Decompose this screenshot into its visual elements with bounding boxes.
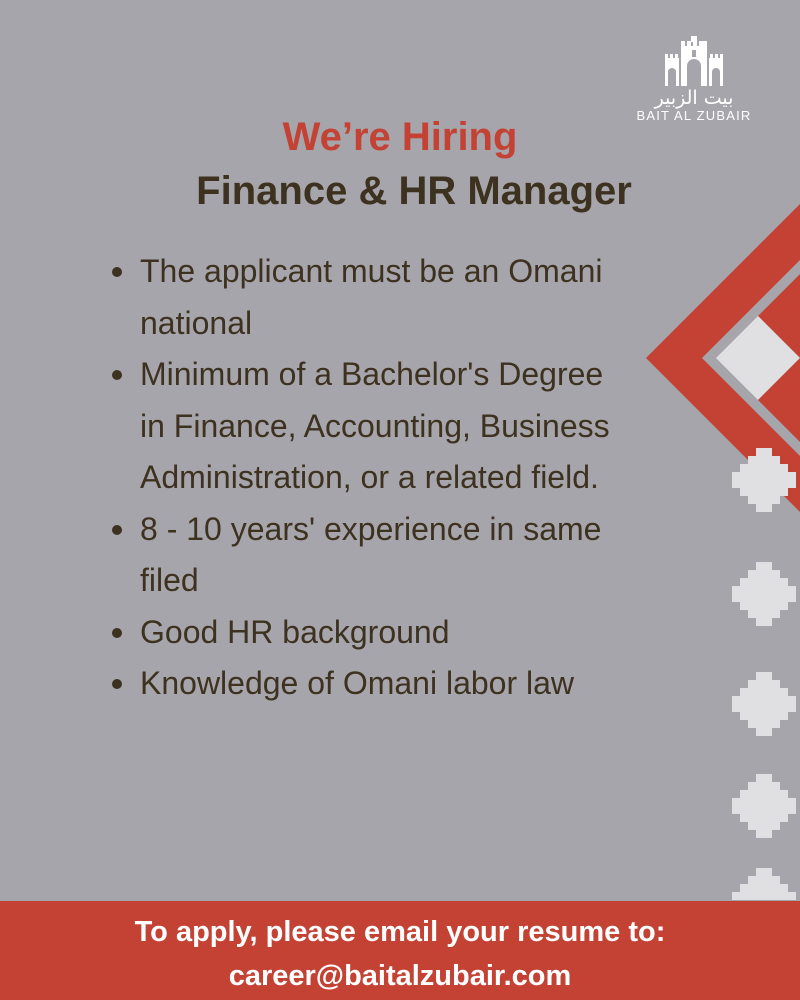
requirement-item: 8 - 10 years' experience in same filed (110, 504, 610, 607)
requirements-list (110, 246, 610, 710)
geometric-pattern-decoration (640, 200, 800, 900)
requirement-item: Knowledge of Omani labor law (110, 658, 610, 710)
hiring-heading: We’re Hiring (282, 115, 518, 159)
apply-footer (0, 901, 800, 1000)
brand-arabic-name: بيت الزبير (654, 87, 734, 109)
brand-latin-name: BAIT AL ZUBAIR (636, 108, 752, 123)
gate-building-icon (663, 36, 725, 86)
requirement-item: The applicant must be an Omani national (110, 246, 610, 349)
requirement-item: Minimum of a Bachelor's Degree in Finance, Accounting, Business Administration, or a related field. (110, 349, 610, 504)
career-email[interactable]: career@baitalzubair.com (228, 960, 572, 992)
apply-instruction: To apply, please email your resume to: (134, 916, 666, 948)
requirement-item: Good HR background (110, 607, 610, 659)
position-title: Finance & HR Manager (196, 169, 632, 213)
